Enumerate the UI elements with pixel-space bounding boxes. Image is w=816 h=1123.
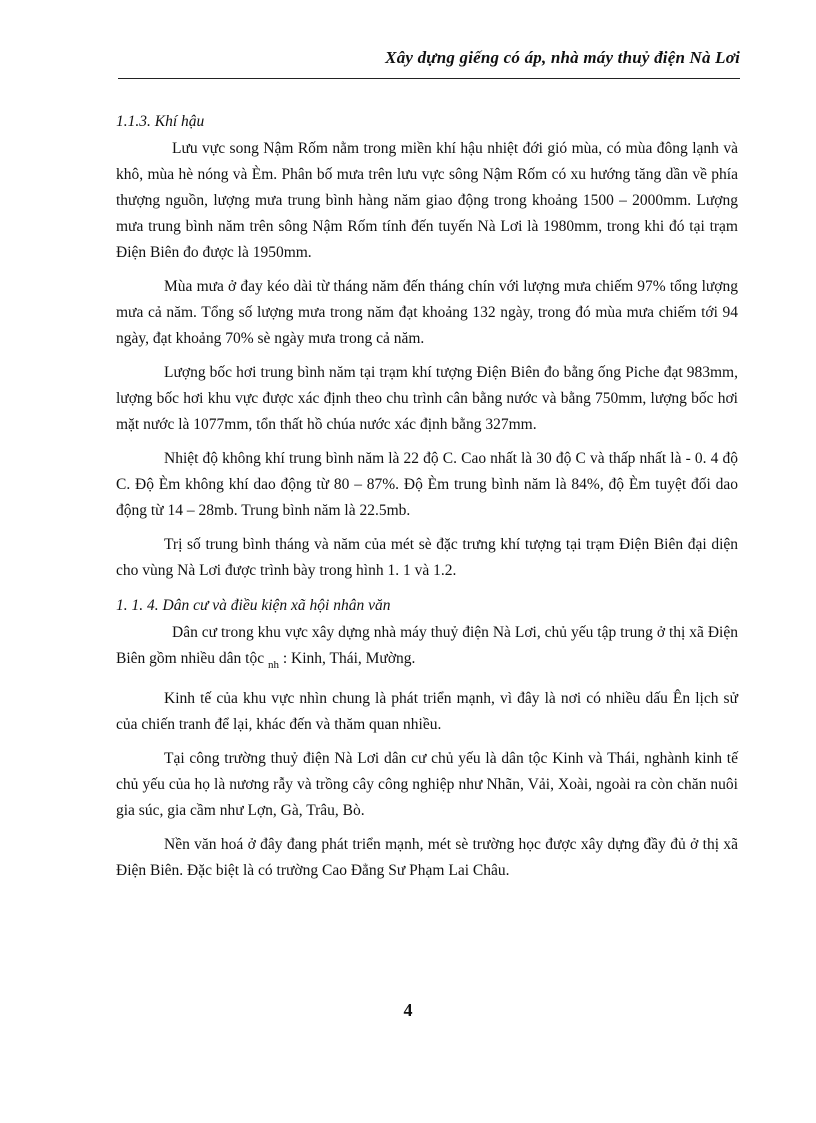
page-number: 4 <box>403 1000 413 1020</box>
paragraph: Tại công trường thuỷ điện Nà Lơi dân cư chủ yếu là dân tộc Kinh và Thái, nghành kinh tế chủ yếu của họ là nương rẫy và trồng cây công nghiệp như Nhãn, Vải, Xoài, ngoài ra còn chăn nuôi gia súc, gia cầm như Lợn, Gà, Trâu, Bò. <box>116 750 738 819</box>
document-body <box>116 110 738 892</box>
section-heading-climate: 1.1.3. Khí hậu <box>116 113 205 130</box>
paragraph: Lượng bốc hơi trung bình năm tại trạm khí tượng Điện Biên đo bằng ống Piche đạt 983mm, lượng bốc hơi khu vực được xác định theo chu trình cân bằng nước và bằng 750mm, lượng bốc hơi mặt nước là 1077mm, tổn thất hồ chúa nước xác định bằng 327mm. <box>116 364 738 433</box>
paragraph: Lưu vực song Nậm Rốm nằm trong miền khí hậu nhiệt đới gió mùa, có mùa đông lạnh và khô, mùa hè nóng và Èm. Phân bố mưa trên lưu vực sông Nậm Rốm có xu hướng tăng dần về phía thượng nguồn, lượng mưa trung bình hàng năm giao động trong khoảng 1500 – 2000mm. Lượng mưa trung bình năm trên sông Nậm Rốm tính đến tuyến Nà Lơi là 1980mm, trong khi đó tại trạm Điện Biên đo được là 1950mm. <box>116 140 738 261</box>
paragraph: Nền văn hoá ở đây đang phát triển mạnh, mét sè trường học được xây dựng đầy đủ ở thị xã Điện Biên. Đặc biệt là có trường Cao Đẳng Sư Phạm Lai Châu. <box>116 836 738 879</box>
paragraph: Mùa mưa ở đay kéo dài từ tháng năm đến tháng chín với lượng mưa chiếm 97% tổng lượng mưa cả năm. Tổng số lượng mưa trong năm đạt khoảng 132 ngày, trong đó mùa mưa chiếm tới 94 ngày, đạt khoảng 70% sè ngày mưa trong cả năm. <box>116 278 738 347</box>
paragraph: Trị số trung bình tháng và năm của mét sè đặc trưng khí tượng tại trạm Điện Biên đại diện cho vùng Nà Lơi được trình bày trong hình 1. 1 và 1.2. <box>116 536 738 579</box>
paragraph-text: : Kinh, Thái, Mường. <box>282 650 416 667</box>
paragraph: Nhiệt độ không khí trung bình năm là 22 độ C. Cao nhất là 30 độ C và thấp nhất là - 0. 4 độ C. Độ Èm không khí dao động từ 80 – 87%. Độ Èm trung bình năm là 84%, độ Èm tuyệt đối dao động từ 14 – 28mb. Trung bình năm là 22.5mb. <box>116 450 738 519</box>
paragraph <box>116 620 738 678</box>
page-header <box>118 46 740 79</box>
header-title: Xây dựng giếng có áp, nhà máy thuỷ điện Nà Lơi <box>385 48 740 67</box>
subscript-text: nh <box>267 659 279 671</box>
paragraph-text: Dân cư trong khu vực xây dựng nhà máy thuỷ điện Nà Lơi, chủ yếu tập trung ở thị xã Điện Biên gồm nhiều dân tộc <box>116 624 738 667</box>
paragraph: Kinh tế của khu vực nhìn chung là phát triển mạnh, vì đây là nơi có nhiều dấu Ên lịch sử của chiến tranh để lại, khác đến và thăm quan nhiều. <box>116 690 738 733</box>
section-heading-population: 1. 1. 4. Dân cư và điều kiện xã hội nhân văn <box>116 597 391 614</box>
